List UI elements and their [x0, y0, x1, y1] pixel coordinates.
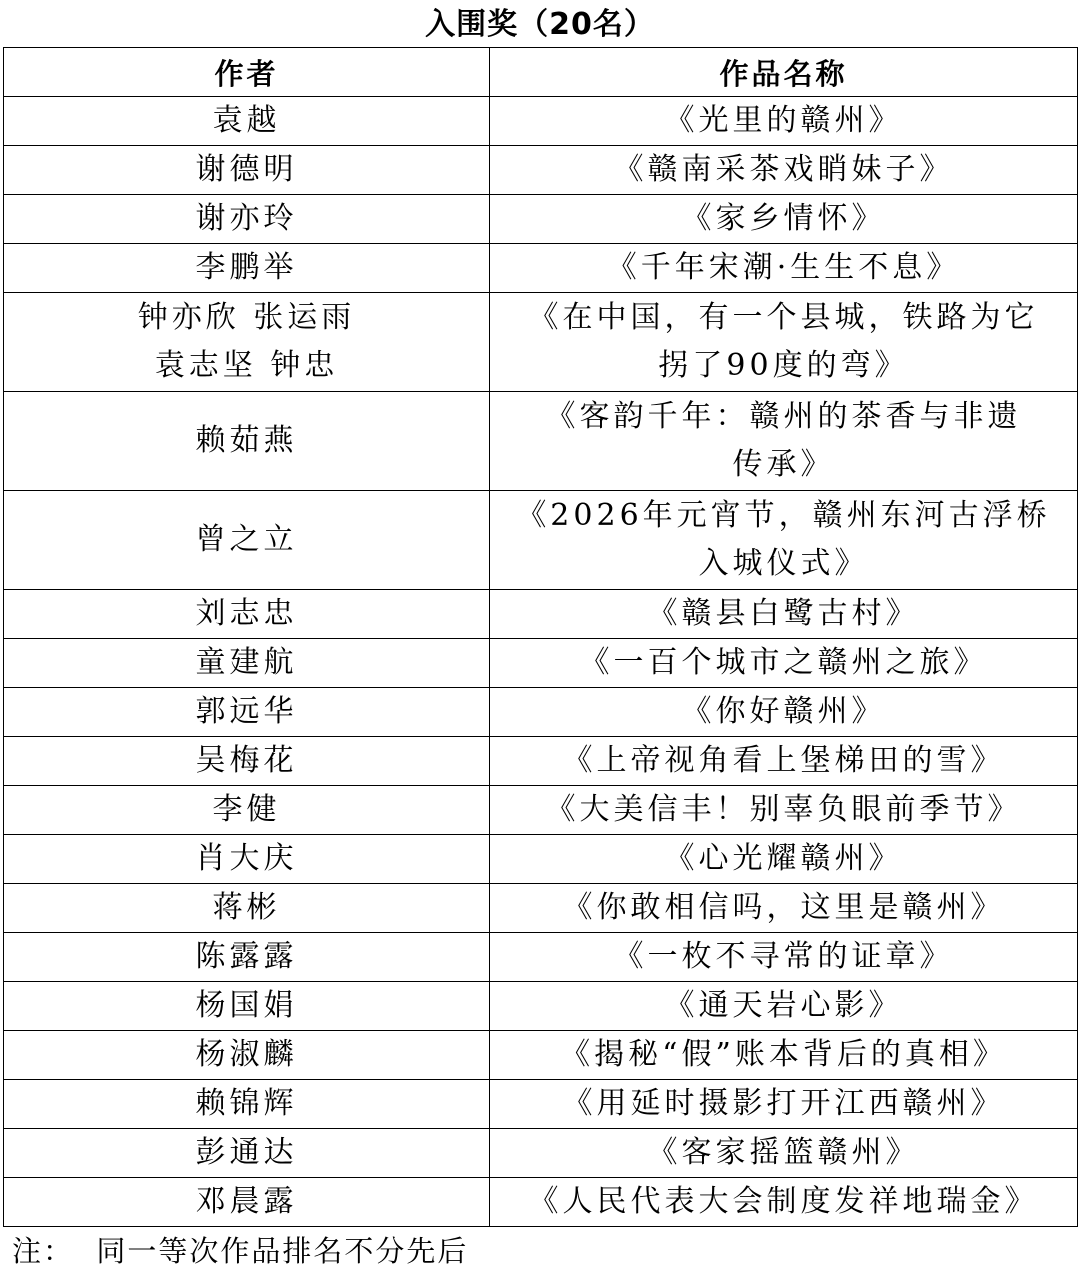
work-title-cell: 《千年宋潮·生生不息》: [490, 244, 1078, 293]
author-cell: 杨淑麟: [4, 1031, 490, 1080]
table-row: [4, 1178, 1078, 1227]
work-title-cell: 《2026年元宵节，赣州东河古浮桥 入城仪式》: [490, 491, 1078, 590]
work-title-cell: 《通天岩心影》: [490, 982, 1078, 1031]
table-row: [4, 933, 1078, 982]
work-title-cell: 《一百个城市之赣州之旅》: [490, 639, 1078, 688]
work-title-cell: 《家乡情怀》: [490, 195, 1078, 244]
author-cell: 吴梅花: [4, 737, 490, 786]
work-title-cell: 《一枚不寻常的证章》: [490, 933, 1078, 982]
work-title-cell: 《你敢相信吗，这里是赣州》: [490, 884, 1078, 933]
author-cell: 杨国娟: [4, 982, 490, 1031]
table-row: [4, 835, 1078, 884]
table-body: [4, 97, 1078, 1227]
author-cell: 童建航: [4, 639, 490, 688]
table-row: [4, 1031, 1078, 1080]
table-row: [4, 1129, 1078, 1178]
table-row: [4, 293, 1078, 392]
author-cell: 肖大庆: [4, 835, 490, 884]
work-title-cell: 《心光耀赣州》: [490, 835, 1078, 884]
work-title-cell: 《你好赣州》: [490, 688, 1078, 737]
author-cell: 郭远华: [4, 688, 490, 737]
table-row: [4, 244, 1078, 293]
author-cell: 彭通达: [4, 1129, 490, 1178]
table-row: [4, 884, 1078, 933]
footer-note: 注： 同一等次作品排名不分先后: [12, 1234, 469, 1268]
table-row: [4, 786, 1078, 835]
table-row: [4, 639, 1078, 688]
award-table: [3, 47, 1078, 1227]
author-cell: 赖茹燕: [4, 392, 490, 491]
work-title-cell: 《客韵千年：赣州的茶香与非遗 传承》: [490, 392, 1078, 491]
author-cell: 赖锦辉: [4, 1080, 490, 1129]
author-cell: 邓晨露: [4, 1178, 490, 1227]
table-row: [4, 590, 1078, 639]
table-row: [4, 491, 1078, 590]
work-title-cell: 《赣县白鹭古村》: [490, 590, 1078, 639]
page-title: 入围奖（20名）: [425, 7, 655, 42]
author-cell: 钟亦欣 张运雨 袁志坚 钟忠: [4, 293, 490, 392]
work-title-cell: 《上帝视角看上堡梯田的雪》: [490, 737, 1078, 786]
work-title-cell: 《客家摇篮赣州》: [490, 1129, 1078, 1178]
author-cell: 蒋彬: [4, 884, 490, 933]
work-title-cell: 《揭秘“假”账本背后的真相》: [490, 1031, 1078, 1080]
table-row: [4, 737, 1078, 786]
author-cell: 谢亦玲: [4, 195, 490, 244]
table-header-row: [4, 48, 1078, 97]
author-cell: 刘志忠: [4, 590, 490, 639]
author-cell: 李鹏举: [4, 244, 490, 293]
work-column-header: 作品名称: [490, 48, 1078, 97]
work-title-cell: 《人民代表大会制度发祥地瑞金》: [490, 1178, 1078, 1227]
author-cell: 李健: [4, 786, 490, 835]
table-row: [4, 1080, 1078, 1129]
author-cell: 谢德明: [4, 146, 490, 195]
work-title-cell: 《在中国，有一个县城，铁路为它 拐了90度的弯》: [490, 293, 1078, 392]
work-title-cell: 《大美信丰！别辜负眼前季节》: [490, 786, 1078, 835]
author-cell: 曾之立: [4, 491, 490, 590]
author-column-header: 作者: [4, 48, 490, 97]
table-row: [4, 146, 1078, 195]
author-cell: 袁越: [4, 97, 490, 146]
table-row: [4, 392, 1078, 491]
table-row: [4, 195, 1078, 244]
table-row: [4, 982, 1078, 1031]
table-row: [4, 97, 1078, 146]
work-title-cell: 《赣南采茶戏睄妹子》: [490, 146, 1078, 195]
work-title-cell: 《用延时摄影打开江西赣州》: [490, 1080, 1078, 1129]
work-title-cell: 《光里的赣州》: [490, 97, 1078, 146]
author-cell: 陈露露: [4, 933, 490, 982]
table-row: [4, 688, 1078, 737]
